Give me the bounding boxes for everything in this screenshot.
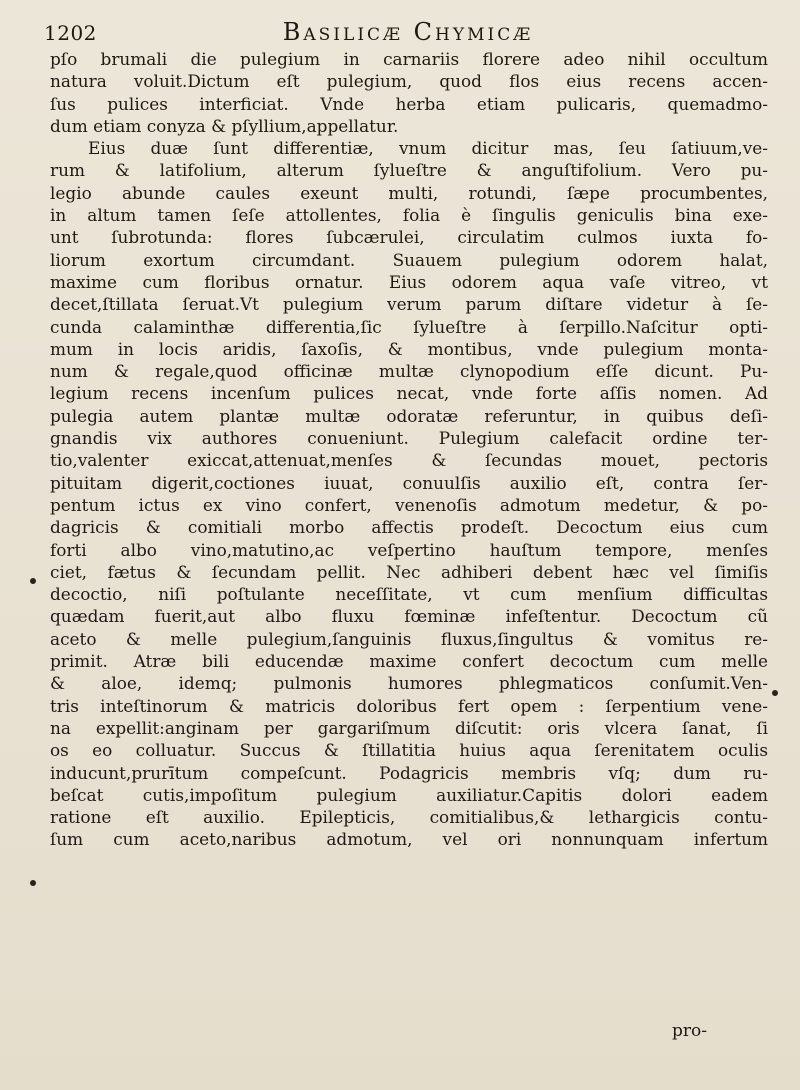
text-line: in altum tamen ſeſe attollentes, folia è ſingulis geniculis bina exe- (50, 205, 768, 226)
text-line: pituitam digerit,coctiones iuuat, conuulſis auxilio eſt, contra ſer- (50, 472, 768, 493)
text-line: liorum exortum circumdant. Suauem pulegium odorem halat, (50, 249, 768, 270)
text-line: pulegia autem plantæ multæ odoratæ referuntur, in quibus deſi- (50, 405, 768, 426)
text-line: beſcat cutis,impoſitum pulegium auxiliatur.Capitis dolori eadem (50, 784, 768, 805)
text-line: tris inteſtinorum & matricis doloribus fert opem : ſerpentium vene- (50, 695, 768, 716)
margin-mark (30, 578, 36, 584)
margin-mark (30, 880, 36, 886)
text-line: unt ſubrotunda: flores ſubcærulei, circulatim culmos iuxta fo- (50, 227, 768, 248)
text-line: rum & latifolium, alterum ſylueſtre & anguſtifolium. Vero pu- (50, 160, 768, 181)
text-line: pſo brumali die pulegium in carnariis florere adeo nihil occultum (50, 49, 768, 69)
text-line: natura voluit.Dictum eſt pulegium, quod flos eius recens accen- (50, 71, 768, 92)
body-text (50, 48, 768, 851)
page-header (44, 18, 764, 50)
text-line: ſum cum aceto,naribus admotum, vel ori nonnunquam infertum (50, 829, 768, 850)
text-line: na expellit:anginam per gargariſmum diſcutit: oris vlcera ſanat, ſi (50, 717, 768, 738)
page-number: 1202 (44, 21, 97, 45)
text-line: tio,valenter exiccat,attenuat,menſes & ſecundas mouet, pectoris (50, 450, 768, 471)
text-line: num & regale,quod officinæ multæ clynopodium eſſe dicunt. Pu- (50, 361, 768, 382)
text-line: dagricis & comitiali morbo affectis prodeſt. Decoctum eius cum (50, 517, 768, 538)
text-line: quædam fuerit,aut albo fluxu fœminæ infeſtentur. Decoctum cũ (50, 606, 768, 627)
text-line: aceto & melle pulegium,ſanguinis fluxus,ſingultus & vomitus re- (50, 628, 768, 649)
text-line: mum in locis aridis, ſaxoſis, & montibus, vnde pulegium monta- (50, 338, 768, 359)
text-line: dum etiam conyza & pſyllium,appellatur. (50, 115, 399, 136)
text-line: forti albo vino,matutino,ac veſpertino hauſtum tempore, menſes (50, 539, 768, 560)
text-line: maxime cum floribus ornatur. Eius odorem aqua vaſe vitreo, vt (50, 271, 768, 292)
text-line: decoctio, niſi poſtulante neceſſitate, vt cum menſium difficultas (50, 584, 768, 605)
text-line: ratione eſt auxilio. Epilepticis, comitialibus,& lethargicis contu- (50, 807, 768, 828)
text-line: primit. Atræ bili educendæ maxime confert decoctum cum melle (50, 651, 768, 672)
text-line: gnandis vix authores conueniunt. Pulegium calefacit ordine ter- (50, 428, 768, 449)
text-line: os eo colluatur. Succus & ſtillatitia huius aqua ſerenitatem oculis (50, 740, 768, 761)
text-line: pentum ictus ex vino confert, venenoſis admotum medetur, & po- (50, 494, 768, 515)
running-title: Basilicæ Chymicæ (282, 18, 534, 46)
catchword: pro- (672, 1021, 707, 1041)
text-line: legium recens incenſum pulices necat, vnde forte aſſis nomen. Ad (50, 383, 768, 404)
text-line: inducunt,prurītum compeſcunt. Podagricis membris vſq; dum ru- (50, 762, 768, 783)
text-line: decet,ſtillata ſeruat.Vt pulegium verum parum diſtare videtur à ſe- (50, 294, 768, 315)
text-line: ciet, fætus & ſecundam pellit. Nec adhiberi debent hæc vel ſimiſis (50, 561, 768, 582)
text-line: & aloe, idemq; pulmonis humores phlegmaticos conſumit.Ven- (50, 673, 768, 694)
margin-mark (772, 690, 778, 696)
text-line: ſus pulices interficiat. Vnde herba etiam pulicaris, quemadmo- (50, 93, 768, 114)
text-line: legio abunde caules exeunt multi, rotundi, ſæpe procumbentes, (50, 182, 768, 203)
text-line: cunda calaminthæ differentia,ſic ſylueſtre à ſerpillo.Naſcitur opti- (50, 316, 768, 337)
text-line: Eius duæ ſunt differentiæ, vnum dicitur mas, ſeu ſatiuum,ve- (88, 138, 768, 159)
